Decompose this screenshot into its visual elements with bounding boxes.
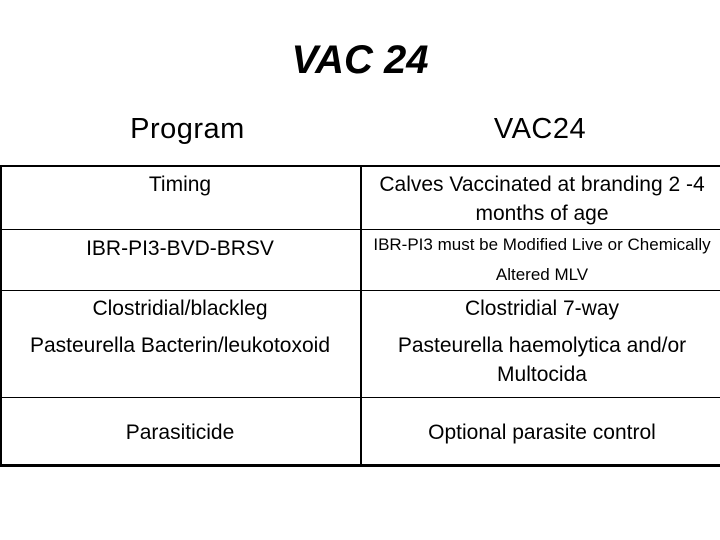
column-divider [360, 165, 362, 467]
table-cell-program-timing: Timing [148, 173, 212, 196]
table-cell-vac24-pasteurella: Pasteurella haemolytica and/or Multocida [397, 334, 687, 386]
table-cell-vac24-clostridial: Clostridial 7-way [464, 297, 620, 320]
table-cell-program-pasteurella: Pasteurella Bacterin/leukotoxoid [29, 334, 330, 357]
table-cell-program-ibr: IBR-PI3-BVD-BRSV [86, 237, 274, 260]
table-cell-vac24-ibr: IBR-PI3 must be Modified Live or Chemically Altered MLV [373, 235, 711, 284]
slide-title: VAC 24 [291, 38, 429, 82]
vac24-column-header: VAC24 [493, 113, 587, 145]
row-divider [0, 290, 720, 291]
table-cell-vac24-parasiticide: Optional parasite control [428, 421, 656, 444]
table-cell-program-clostridial: Clostridial/blackleg [92, 297, 268, 320]
table-cell-vac24-timing: Calves Vaccinated at branding 2 -4 months of age [379, 173, 705, 225]
program-column-header: Program [130, 113, 245, 145]
row-divider [0, 397, 720, 398]
table-cell-program-parasiticide: Parasiticide [125, 421, 235, 444]
